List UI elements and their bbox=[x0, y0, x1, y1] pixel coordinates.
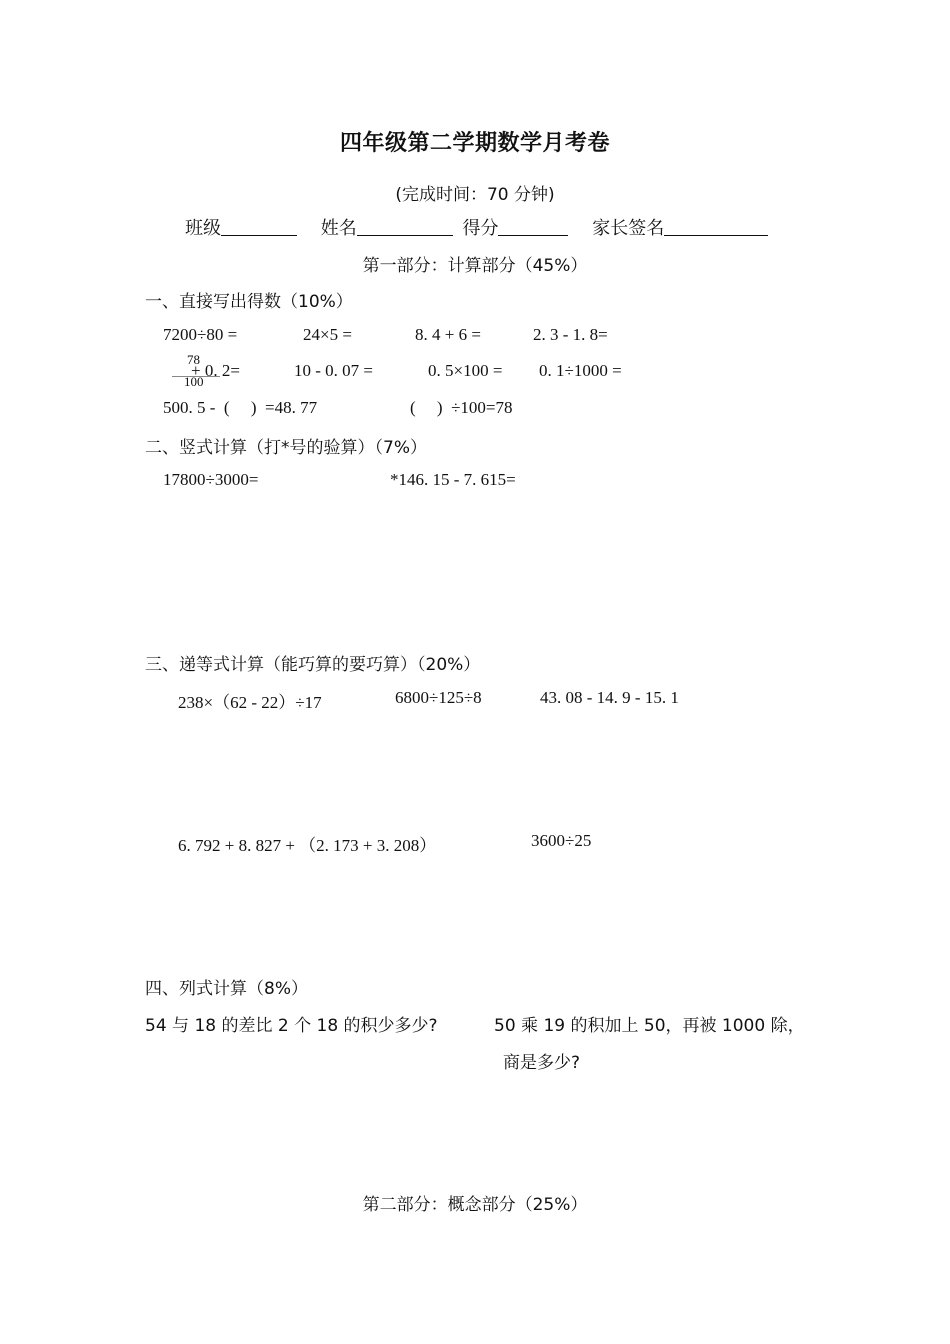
word-problem-2-continued: 商是多少? bbox=[503, 1053, 581, 1073]
section2-heading: 二、竖式计算（打*号的验算）（7%） bbox=[145, 438, 427, 458]
problem: 238×（62 - 22）÷17 bbox=[178, 693, 322, 712]
class-blank[interactable] bbox=[221, 217, 297, 236]
parent-signature-label: 家长签名 bbox=[592, 218, 665, 239]
problem: 0. 1÷1000 = bbox=[539, 361, 622, 380]
class-label: 班级 bbox=[185, 218, 221, 239]
fraction-numerator: 78 bbox=[187, 352, 200, 367]
problem: 0. 5×100 = bbox=[428, 361, 503, 380]
parent-signature-blank[interactable] bbox=[664, 217, 768, 236]
problem: + 0. 2= bbox=[191, 361, 240, 380]
class-field bbox=[185, 214, 297, 240]
page-title: 四年级第二学期数学月考卷 bbox=[339, 131, 610, 156]
problem: 7200÷80 = bbox=[163, 325, 238, 344]
section1-heading: 一、直接写出得数（10%） bbox=[145, 292, 353, 312]
problem: 6. 792 + 8. 827 + （2. 173 + 3. 208） bbox=[178, 836, 437, 855]
part2-heading: 第二部分：概念部分（25%） bbox=[362, 1195, 588, 1215]
problem: 6800÷125÷8 bbox=[395, 688, 482, 707]
score-blank[interactable] bbox=[498, 217, 568, 236]
name-label: 姓名 bbox=[320, 218, 357, 239]
section3-heading: 三、递等式计算（能巧算的要巧算）（20%） bbox=[145, 655, 481, 675]
problem: 8. 4 + 6 = bbox=[415, 325, 481, 344]
section4-heading: 四、列式计算（8%） bbox=[145, 979, 308, 999]
problem: 24×5 = bbox=[303, 325, 352, 344]
part1-heading: 第一部分：计算部分（45%） bbox=[362, 256, 588, 276]
time-limit: (完成时间：70 分钟) bbox=[395, 185, 555, 205]
fraction-denominator: 100 bbox=[184, 374, 204, 389]
problem: 2. 3 - 1. 8= bbox=[533, 325, 608, 344]
problem: 17800÷3000= bbox=[163, 470, 259, 489]
name-field bbox=[321, 214, 453, 240]
word-problem-1: 54 与 18 的差比 2 个 18 的积少多少? bbox=[145, 1016, 438, 1036]
problem: ( ) ÷100=78 bbox=[410, 398, 513, 417]
word-problem-2: 50 乘 19 的积加上 50，再被 1000 除， bbox=[494, 1016, 805, 1036]
parent-signature-field bbox=[592, 214, 768, 240]
problem: 10 - 0. 07 = bbox=[294, 361, 373, 380]
score-field bbox=[462, 214, 568, 240]
problem: 500. 5 - ( ) =48. 77 bbox=[163, 398, 318, 417]
student-info-row bbox=[185, 214, 786, 240]
score-label: 得分 bbox=[462, 218, 499, 239]
name-blank[interactable] bbox=[357, 217, 453, 236]
problem: *146. 15 - 7. 615= bbox=[390, 470, 516, 489]
problem: 3600÷25 bbox=[531, 831, 592, 850]
problem: 43. 08 - 14. 9 - 15. 1 bbox=[540, 688, 679, 707]
